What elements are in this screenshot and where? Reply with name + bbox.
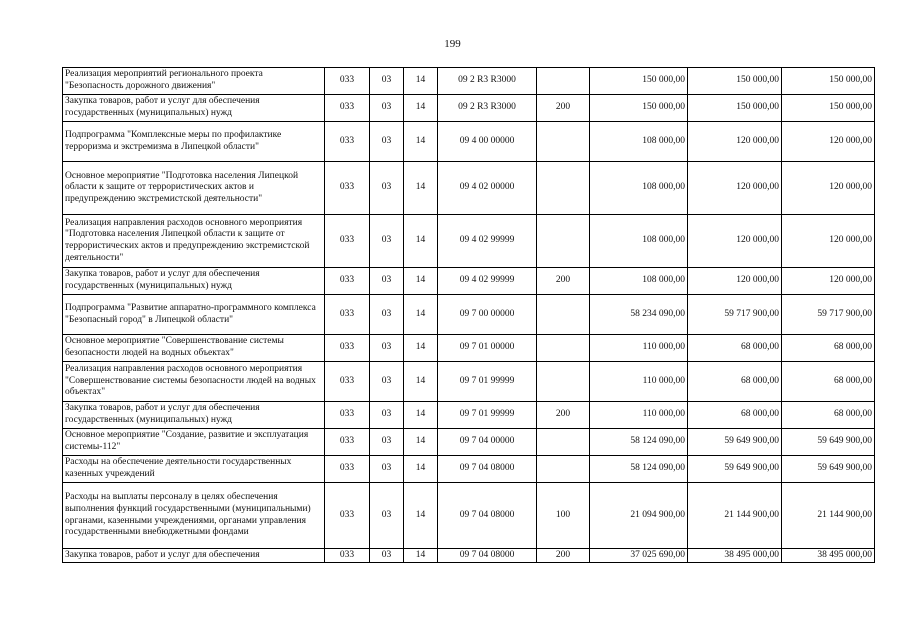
- amount-year-3: 120 000,00: [782, 268, 875, 295]
- table-row: [63, 215, 875, 268]
- amount-year-2: 150 000,00: [688, 68, 782, 95]
- section-code: 03: [370, 162, 404, 215]
- ministry-code: 033: [325, 429, 370, 456]
- row-name: Основное мероприятие "Совершенствование системы безопасности людей на водных объектах": [63, 335, 325, 362]
- row-name: Закупка товаров, работ и услуг для обеспечения государственных (муниципальных) нужд: [63, 402, 325, 429]
- amount-year-2: 120 000,00: [688, 215, 782, 268]
- table-row: [63, 122, 875, 162]
- amount-year-3: 120 000,00: [782, 162, 875, 215]
- ministry-code: 033: [325, 122, 370, 162]
- amount-year-2: 59 649 900,00: [688, 456, 782, 483]
- amount-year-3: 150 000,00: [782, 68, 875, 95]
- table-row: [63, 68, 875, 95]
- section-code: 03: [370, 295, 404, 335]
- expense-type-code: [537, 162, 590, 215]
- amount-year-2: 120 000,00: [688, 122, 782, 162]
- target-article-code: 09 4 00 00000: [438, 122, 537, 162]
- amount-year-3: 59 649 900,00: [782, 456, 875, 483]
- amount-year-2: 150 000,00: [688, 95, 782, 122]
- ministry-code: 033: [325, 362, 370, 402]
- amount-year-3: 68 000,00: [782, 362, 875, 402]
- amount-year-2: 59 649 900,00: [688, 429, 782, 456]
- section-code: 03: [370, 362, 404, 402]
- table-body: [63, 68, 875, 563]
- expense-type-code: 100: [537, 483, 590, 549]
- amount-year-3: 68 000,00: [782, 402, 875, 429]
- amount-year-3: 120 000,00: [782, 215, 875, 268]
- amount-year-3: 120 000,00: [782, 122, 875, 162]
- amount-year-2: 120 000,00: [688, 162, 782, 215]
- row-name: Реализация мероприятий регионального проекта "Безопасность дорожного движения": [63, 68, 325, 95]
- amount-year-1: 150 000,00: [590, 95, 688, 122]
- target-article-code: 09 7 00 00000: [438, 295, 537, 335]
- expense-type-code: 200: [537, 268, 590, 295]
- subsection-code: 14: [404, 162, 438, 215]
- ministry-code: 033: [325, 162, 370, 215]
- amount-year-3: 59 649 900,00: [782, 429, 875, 456]
- target-article-code: 09 7 01 99999: [438, 402, 537, 429]
- subsection-code: 14: [404, 95, 438, 122]
- expense-type-code: 200: [537, 402, 590, 429]
- amount-year-1: 108 000,00: [590, 162, 688, 215]
- row-name: Реализация направления расходов основного мероприятия "Подготовка населения Липецкой области к защите от террористических актов и предупреждению экстремистской деятельности": [63, 215, 325, 268]
- expense-type-code: [537, 122, 590, 162]
- page-number: 199: [444, 38, 461, 50]
- table-row: [63, 456, 875, 483]
- amount-year-1: 58 234 090,00: [590, 295, 688, 335]
- amount-year-2: 68 000,00: [688, 362, 782, 402]
- subsection-code: 14: [404, 122, 438, 162]
- amount-year-1: 108 000,00: [590, 268, 688, 295]
- target-article-code: 09 2 R3 R3000: [438, 95, 537, 122]
- amount-year-2: 38 495 000,00: [688, 549, 782, 563]
- amount-year-1: 150 000,00: [590, 68, 688, 95]
- table-row: [63, 335, 875, 362]
- subsection-code: 14: [404, 483, 438, 549]
- table-row: [63, 95, 875, 122]
- amount-year-1: 108 000,00: [590, 122, 688, 162]
- subsection-code: 14: [404, 456, 438, 483]
- ministry-code: 033: [325, 68, 370, 95]
- expense-type-code: [537, 335, 590, 362]
- row-name: Подпрограмма "Комплексные меры по профилактике терроризма и экстремизма в Липецкой области": [63, 122, 325, 162]
- section-code: 03: [370, 549, 404, 563]
- ministry-code: 033: [325, 483, 370, 549]
- section-code: 03: [370, 122, 404, 162]
- expense-type-code: [537, 295, 590, 335]
- subsection-code: 14: [404, 549, 438, 563]
- subsection-code: 14: [404, 335, 438, 362]
- target-article-code: 09 4 02 99999: [438, 215, 537, 268]
- section-code: 03: [370, 456, 404, 483]
- expense-type-code: 200: [537, 549, 590, 563]
- amount-year-2: 68 000,00: [688, 402, 782, 429]
- amount-year-3: 150 000,00: [782, 95, 875, 122]
- target-article-code: 09 7 04 08000: [438, 549, 537, 563]
- target-article-code: 09 7 01 99999: [438, 362, 537, 402]
- amount-year-2: 68 000,00: [688, 335, 782, 362]
- subsection-code: 14: [404, 429, 438, 456]
- amount-year-1: 58 124 090,00: [590, 456, 688, 483]
- row-name: Закупка товаров, работ и услуг для обеспечения государственных (муниципальных) нужд: [63, 95, 325, 122]
- budget-table: [62, 67, 875, 563]
- row-name: Расходы на обеспечение деятельности государственных казенных учреждений: [63, 456, 325, 483]
- target-article-code: 09 2 R3 R3000: [438, 68, 537, 95]
- subsection-code: 14: [404, 362, 438, 402]
- amount-year-1: 21 094 900,00: [590, 483, 688, 549]
- section-code: 03: [370, 68, 404, 95]
- target-article-code: 09 7 01 00000: [438, 335, 537, 362]
- ministry-code: 033: [325, 549, 370, 563]
- section-code: 03: [370, 402, 404, 429]
- row-name: Основное мероприятие "Создание, развитие и эксплуатация системы-112": [63, 429, 325, 456]
- section-code: 03: [370, 429, 404, 456]
- target-article-code: 09 4 02 00000: [438, 162, 537, 215]
- expense-type-code: 200: [537, 95, 590, 122]
- expense-type-code: [537, 68, 590, 95]
- target-article-code: 09 4 02 99999: [438, 268, 537, 295]
- amount-year-2: 59 717 900,00: [688, 295, 782, 335]
- amount-year-1: 110 000,00: [590, 335, 688, 362]
- table-row: [63, 483, 875, 549]
- row-name: Основное мероприятие "Подготовка населения Липецкой области к защите от террористических актов и предупреждению экстремистской деятельности": [63, 162, 325, 215]
- subsection-code: 14: [404, 295, 438, 335]
- ministry-code: 033: [325, 215, 370, 268]
- row-name: Реализация направления расходов основного мероприятия "Совершенствование системы безопасности людей на водных объектах": [63, 362, 325, 402]
- row-name: Закупка товаров, работ и услуг для обеспечения государственных (муниципальных) нужд: [63, 268, 325, 295]
- ministry-code: 033: [325, 268, 370, 295]
- expense-type-code: [537, 215, 590, 268]
- amount-year-1: 110 000,00: [590, 362, 688, 402]
- amount-year-3: 21 144 900,00: [782, 483, 875, 549]
- amount-year-2: 21 144 900,00: [688, 483, 782, 549]
- ministry-code: 033: [325, 295, 370, 335]
- expense-type-code: [537, 362, 590, 402]
- section-code: 03: [370, 215, 404, 268]
- target-article-code: 09 7 04 00000: [438, 429, 537, 456]
- section-code: 03: [370, 95, 404, 122]
- table-row: [63, 268, 875, 295]
- table-row: [63, 549, 875, 563]
- amount-year-1: 58 124 090,00: [590, 429, 688, 456]
- section-code: 03: [370, 335, 404, 362]
- amount-year-2: 120 000,00: [688, 268, 782, 295]
- ministry-code: 033: [325, 335, 370, 362]
- row-name: Закупка товаров, работ и услуг для обеспечения: [63, 549, 325, 563]
- table-row: [63, 429, 875, 456]
- table-row: [63, 402, 875, 429]
- table-row: [63, 362, 875, 402]
- amount-year-1: 37 025 690,00: [590, 549, 688, 563]
- ministry-code: 033: [325, 95, 370, 122]
- subsection-code: 14: [404, 68, 438, 95]
- table-row: [63, 162, 875, 215]
- amount-year-3: 68 000,00: [782, 335, 875, 362]
- section-code: 03: [370, 483, 404, 549]
- target-article-code: 09 7 04 08000: [438, 483, 537, 549]
- amount-year-3: 38 495 000,00: [782, 549, 875, 563]
- subsection-code: 14: [404, 402, 438, 429]
- table-row: [63, 295, 875, 335]
- amount-year-1: 108 000,00: [590, 215, 688, 268]
- amount-year-1: 110 000,00: [590, 402, 688, 429]
- amount-year-3: 59 717 900,00: [782, 295, 875, 335]
- expense-type-code: [537, 429, 590, 456]
- ministry-code: 033: [325, 402, 370, 429]
- subsection-code: 14: [404, 215, 438, 268]
- row-name: Подпрограмма "Развитие аппаратно-программного комплекса "Безопасный город" в Липецкой области": [63, 295, 325, 335]
- row-name: Расходы на выплаты персоналу в целях обеспечения выполнения функций государственными (муниципальными) органами, казенными учреждениями, органами управления государственными внебюджетными фондами: [63, 483, 325, 549]
- subsection-code: 14: [404, 268, 438, 295]
- expense-type-code: [537, 456, 590, 483]
- target-article-code: 09 7 04 08000: [438, 456, 537, 483]
- ministry-code: 033: [325, 456, 370, 483]
- section-code: 03: [370, 268, 404, 295]
